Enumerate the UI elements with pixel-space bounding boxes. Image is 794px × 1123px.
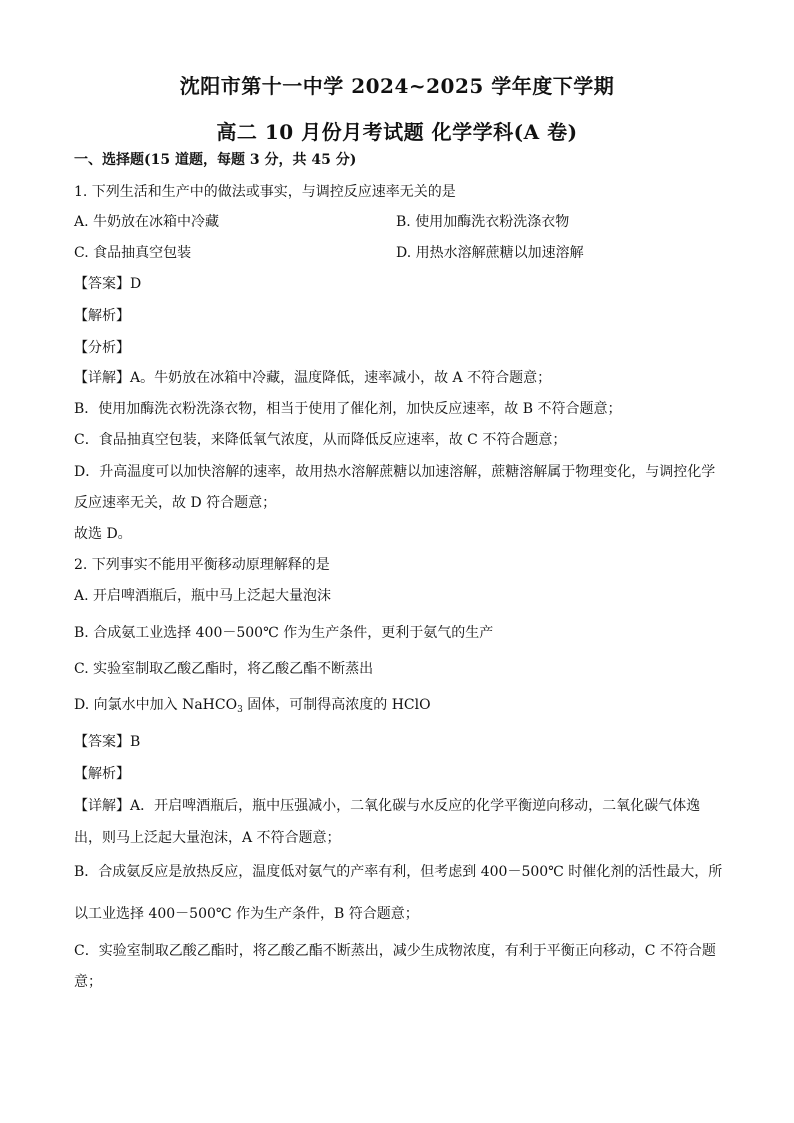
q1-fenxi-label: 【分析】: [74, 340, 130, 356]
q1-option-c: C. 食品抽真空包装: [74, 245, 192, 261]
formula-hclo: HClO: [391, 697, 431, 713]
formula-nahco3-main: NaHCO: [182, 697, 238, 713]
q2-option-d-middle: 固体，可制得高浓度的: [242, 697, 392, 713]
q1-detail-b: B．使用加酶洗衣粉洗涤衣物，相当于使用了催化剂，加快反应速率，故 B 不符合题意；: [74, 401, 622, 417]
q1-stem: 1. 下列生活和生产中的做法或事实，与调控反应速率无关的是: [74, 184, 456, 200]
q2-analysis-label: 【解析】: [74, 766, 130, 782]
q1-option-a: A. 牛奶放在冰箱中冷藏: [74, 214, 220, 230]
section-heading: 一、选择题(15 道题，每题 3 分，共 45 分): [74, 152, 357, 168]
q2-detail-c-cont: 意；: [74, 974, 102, 990]
q1-detail-a: 【详解】A。牛奶放在冰箱中冷藏，温度降低，速率减小，故 A 不符合题意；: [74, 370, 552, 386]
q2-detail-b: B．合成氨反应是放热反应，温度低对氨气的产率有利，但考虑到 400－500℃ 时催化剂的活性最大，所: [74, 864, 723, 880]
q1-detail-d: D．升高温度可以加快溶解的速率，故用热水溶解蔗糖以加速溶解，蔗糖溶解属于物理变化，与调控化学: [74, 464, 716, 480]
q2-option-b: B. 合成氨工业选择 400－500℃ 作为生产条件，更利于氨气的生产: [74, 625, 494, 641]
q1-conclusion: 故选 D。: [74, 526, 132, 542]
formula-nahco3-sub: 3: [237, 705, 243, 715]
q1-option-b: B. 使用加酶洗衣粉洗涤衣物: [396, 214, 570, 230]
exam-title: 高二 10 月份月考试题 化学学科(A 卷): [216, 120, 578, 144]
q1-option-d: D. 用热水溶解蔗糖以加速溶解: [396, 245, 584, 261]
q1-detail-c: C．食品抽真空包装，来降低氧气浓度，从而降低反应速率，故 C 不符合题意；: [74, 432, 567, 448]
q2-answer: 【答案】B: [74, 734, 141, 750]
q1-detail-d-cont: 反应速率无关，故 D 符合题意；: [74, 495, 277, 511]
q2-option-d-prefix: D. 向氯水中加入: [74, 697, 183, 713]
formula-nahco3: [182, 697, 243, 713]
q2-detail-b-cont: 以工业选择 400－500℃ 作为生产条件，B 符合题意；: [74, 906, 419, 922]
q2-option-a: A. 开启啤酒瓶后，瓶中马上泛起大量泡沫: [74, 588, 332, 604]
q1-answer: 【答案】D: [74, 276, 142, 292]
q2-detail-a: 【详解】A．开启啤酒瓶后，瓶中压强减小，二氧化碳与水反应的化学平衡逆向移动，二氧化碳气体逸: [74, 798, 701, 814]
q2-option-d: [74, 696, 431, 719]
q2-detail-c: C．实验室制取乙酸乙酯时，将乙酸乙酯不断蒸出，减少生成物浓度，有利于平衡正向移动，C 不符合题: [74, 943, 716, 959]
q1-analysis-label: 【解析】: [74, 308, 130, 324]
q2-stem: 2. 下列事实不能用平衡移动原理解释的是: [74, 557, 330, 573]
school-title: 沈阳市第十一中学 2024~2025 学年度下学期: [179, 74, 615, 98]
q2-detail-a-cont: 出，则马上泛起大量泡沫，A 不符合题意；: [74, 830, 341, 846]
q2-option-c: C. 实验室制取乙酸乙酯时，将乙酸乙酯不断蒸出: [74, 661, 374, 677]
